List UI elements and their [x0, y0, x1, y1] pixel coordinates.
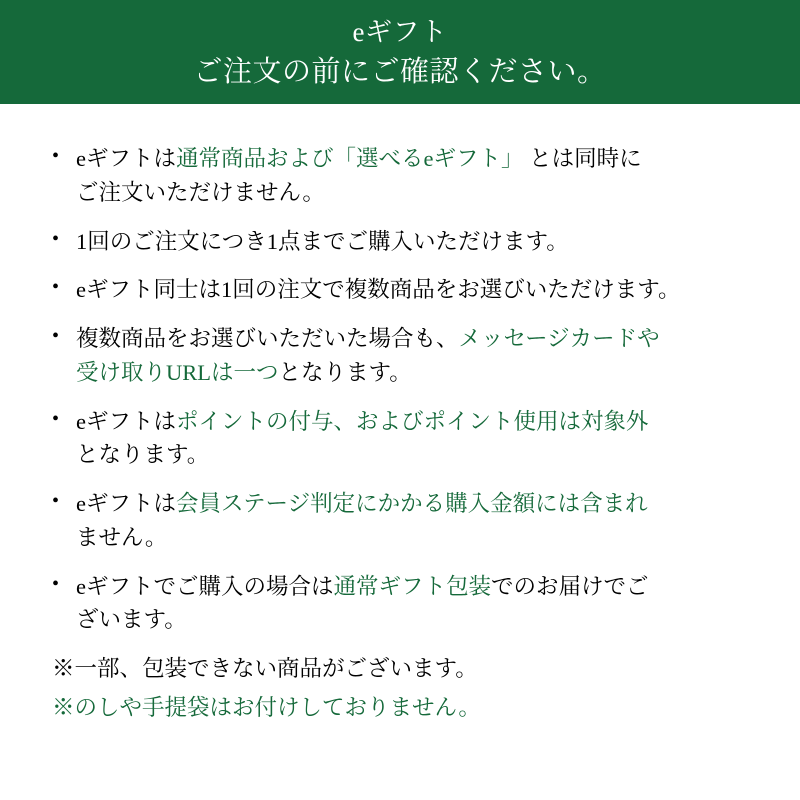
- notice-text-segment: とは同時に: [523, 146, 642, 171]
- notice-text-segment: ざいます。: [76, 607, 187, 633]
- notice-text-segment: eギフトは: [76, 146, 176, 171]
- page-header: [0, 0, 800, 104]
- notice-text-segment: 通常ギフト包装: [333, 573, 492, 599]
- notice-bullet-item: [44, 322, 756, 390]
- notice-bullet-list: [44, 142, 756, 637]
- notice-footnote-line: ※一部、包装できない商品がございます。: [52, 656, 478, 681]
- notice-text-segment: ポイントの付与、およびポイント使用は対象外: [176, 408, 649, 434]
- notice-footnotes: [44, 652, 756, 726]
- notice-bullet-item: [44, 273, 756, 307]
- notice-text-segment: でのお届けでご: [491, 573, 649, 599]
- notice-text-segment: ません。: [76, 524, 168, 550]
- notice-text-segment: 受け取りURLは一つ: [76, 359, 279, 385]
- notice-text-segment: 会員ステージ判定にかかる購入金額には含まれ: [176, 491, 648, 516]
- notice-text-segment: eギフトでご購入の場合は: [76, 573, 334, 599]
- notice-bullet-item: [44, 405, 756, 473]
- notice-text-segment: 通常商品および「選べるeギフト」: [176, 146, 524, 171]
- notice-content: [0, 104, 800, 726]
- page-subtitle: ご注文の前にご確認ください。: [193, 56, 607, 89]
- notice-text-segment: eギフト同士は1回の注文で複数商品をお選びいただけます。: [76, 277, 681, 303]
- page-title: eギフト: [352, 17, 448, 48]
- notice-text-segment: ご注文いただけません。: [76, 179, 325, 205]
- notice-bullet-item: [44, 142, 756, 210]
- notice-text-segment: 1回のご注文につき1点までご購入いただけます。: [76, 228, 569, 254]
- notice-text-segment: 複数商品をお選びいただいた場合も、: [76, 326, 459, 351]
- notice-bullet-item: [44, 570, 756, 638]
- notice-footnote-line: ※のしや手提袋はお付けしておりません。: [52, 694, 481, 720]
- notice-text-segment: となります。: [76, 442, 210, 468]
- notice-text-segment: eギフトは: [76, 491, 176, 516]
- notice-bullet-item: [44, 487, 756, 555]
- notice-text-segment: となります。: [278, 359, 412, 385]
- notice-bullet-item: [44, 225, 756, 259]
- notice-text-segment: eギフトは: [76, 408, 176, 434]
- notice-text-segment: メッセージカードや: [458, 326, 660, 351]
